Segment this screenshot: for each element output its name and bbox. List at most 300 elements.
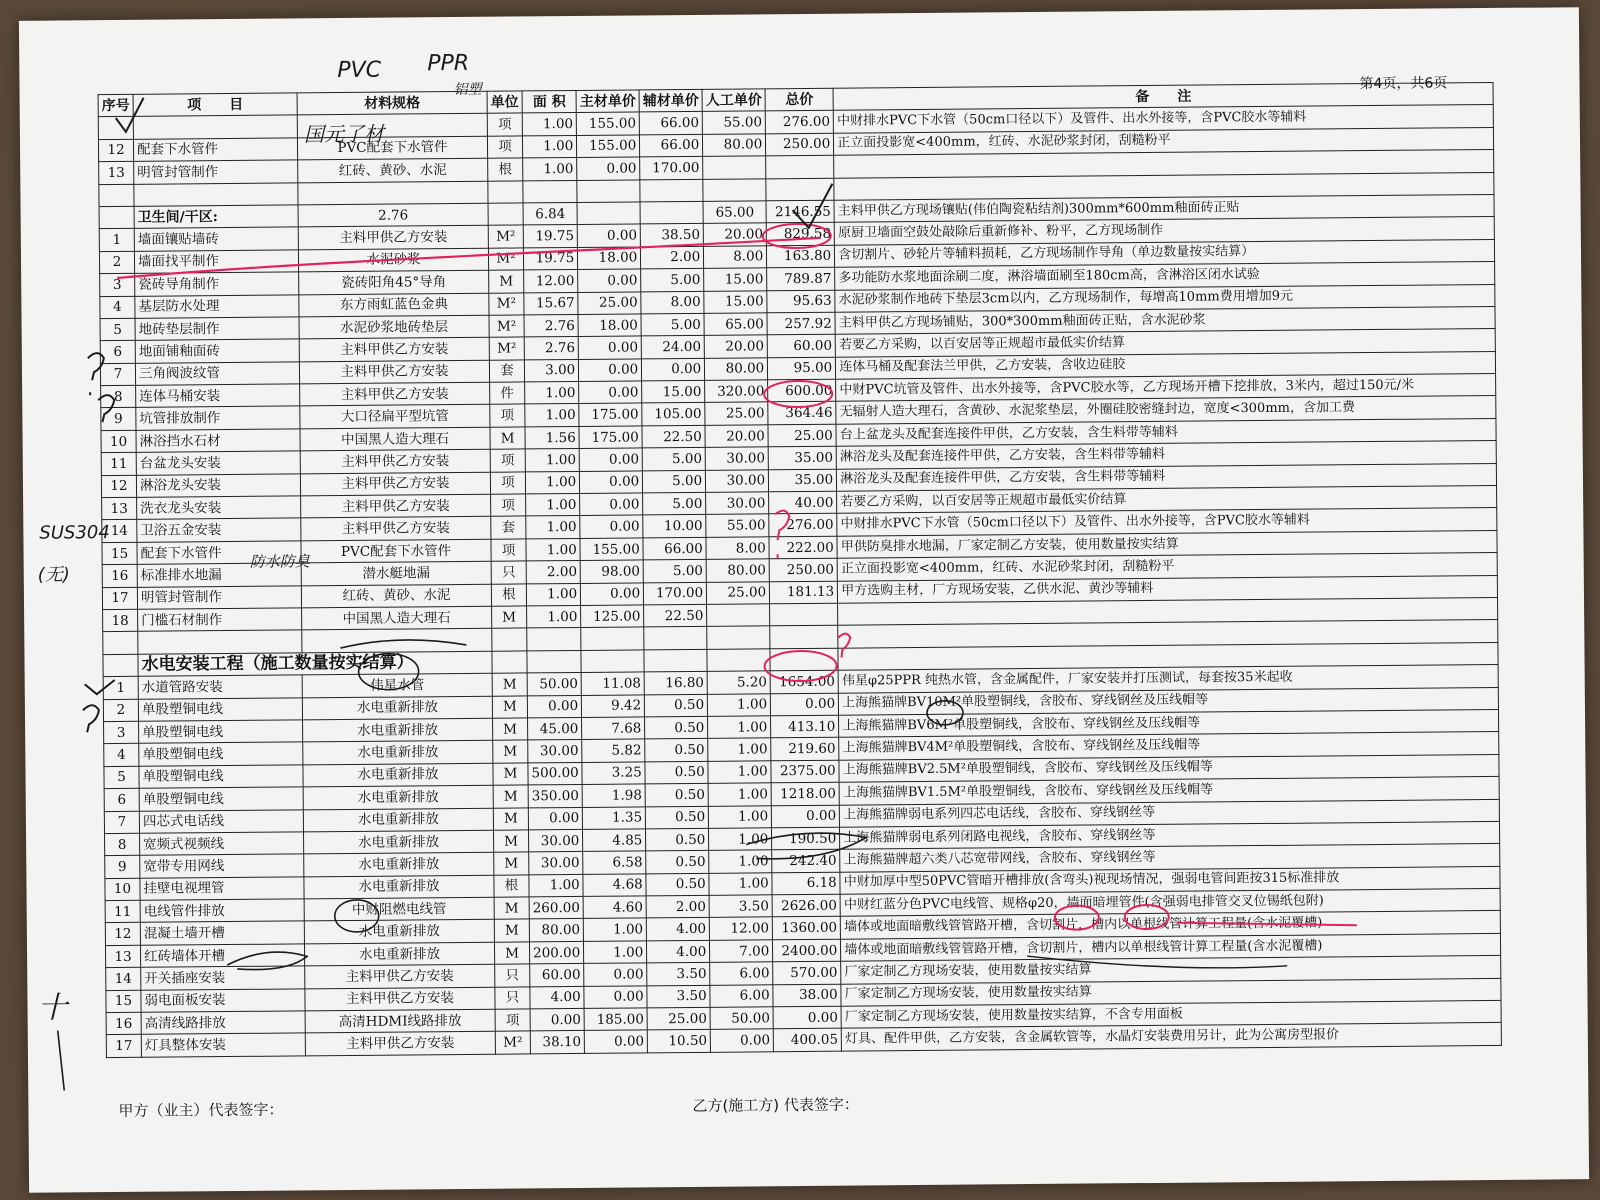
unit: 套 [489,360,524,383]
handwriting-ppr: PPR [427,50,470,77]
material-spec: 水电重新排放 [304,875,494,899]
main-price: 125.00 [581,605,644,628]
item-name: 宽带专用网线 [140,854,304,878]
aux-price: 22.50 [642,425,705,448]
unit: 只 [495,987,530,1010]
quantity: 1.00 [526,516,580,539]
total-price: 829.58 [766,223,834,246]
total-price: 1218.00 [771,782,839,805]
total-price: 364.46 [768,402,836,425]
remark: 厂家定制乙方现场安装，使用数量按实结算，不含专用面板 [841,1000,1501,1028]
material-spec: 水电重新排放 [303,808,493,832]
labor-price: 1.00 [708,716,771,739]
main-price: 175.00 [579,403,642,426]
remark: 上海熊猫牌弱电系列闭路电视线，含胶布、穿线钢丝等 [840,821,1500,849]
total-price: 1654.00 [770,670,838,693]
quantity: 1.56 [525,426,579,449]
remark: 墙体或地面暗敷线管管路开槽，含切割片，槽内以单根线管计算工程量(含水泥覆槽) [841,911,1501,939]
section1-area: 6.84 [523,202,577,225]
item-name: 明管封管制作 [137,585,301,609]
unit: M [494,852,529,875]
aux-price: 4.00 [647,940,710,963]
total-price: 413.10 [771,715,839,738]
black-question-mark [83,705,99,732]
total-price: 6.18 [772,872,840,895]
remark: 原厨卫墙面空鼓处敲除后重新修补、粉平，乙方现场制作 [834,217,1494,245]
aux-price: 0.50 [645,761,708,784]
material-spec: PVC配套下水管件 [301,539,491,563]
remark: 上海熊猫牌超六类八芯宽带网线，含胶布、穿线钢丝等 [840,844,1500,872]
item-name: 台盆龙头安装 [136,451,300,475]
remark: 上海熊猫牌BV10M²单股塑铜线，含胶布、穿线钢丝及压线帽等 [839,687,1499,715]
aux-price: 5.00 [641,268,704,291]
material-spec: 主料甲供乙方安装 [300,382,490,406]
aux-price: 0.50 [645,739,708,762]
total-price: 2375.00 [771,760,839,783]
aux-price: 5.00 [643,470,706,493]
quantity: 19.75 [523,247,577,270]
quantity: 30.00 [528,740,582,763]
material-spec: 水泥砂浆地砖垫层 [299,315,489,339]
main-price: 3.25 [582,762,645,785]
item-name [133,115,297,139]
item-name: 瓷砖导角制作 [135,272,299,296]
unit: M [494,919,529,942]
unit: M [494,897,529,920]
header-aux-price: 辅材单价 [639,89,702,112]
unit: M [492,695,527,718]
labor-price: 1.00 [709,805,772,828]
material-spec: 主料甲供乙方安装 [305,1032,495,1056]
aux-price: 0.00 [642,358,705,381]
material-spec: 潜水艇地漏 [301,561,491,585]
aux-price: 4.00 [647,918,710,941]
unit: 根 [488,158,523,181]
row-no: 18 [103,609,138,632]
remark: 中财排水PVC下水管（50cm口径以下）及管件、出水外接等，含PVC胶水等辅料 [833,105,1493,133]
material-spec: 主料甲供乙方安装 [301,494,491,518]
main-price: 25.00 [578,291,641,314]
item-name: 淋浴龙头安装 [136,474,300,498]
header-main-price: 主材单价 [576,90,639,113]
main-price: 1.98 [582,784,645,807]
remark: 若要乙方采购，以百安居等正规超市最低实价结算 [837,485,1497,513]
item-name: 开关插座安装 [141,966,305,990]
main-price: 0.00 [580,493,643,516]
handwriting-anti-odor: 防水防臭 [249,552,310,571]
header-material: 材料规格 [297,91,487,115]
quantity: 2.00 [526,561,580,584]
quantity: 60.00 [530,964,584,987]
item-name: 混凝土墙开槽 [140,921,304,945]
unit: 只 [495,964,530,987]
aux-price: 66.00 [640,134,703,157]
aux-price: 5.00 [642,448,705,471]
main-price: 0.00 [580,515,643,538]
remark: 多功能防水浆地面涂刷二度，淋浴墙面刷至180cm高，含淋浴区闭水试验 [835,262,1495,290]
remark: 伟星φ25PPR 纯热水管，含金属配件，厂家安装并打压测试，每套按35米起收 [838,665,1498,693]
labor-price: 320.00 [705,380,768,403]
main-price: 155.00 [577,135,640,158]
section1-material: 2.76 [298,203,488,227]
row-no: 12 [101,475,136,498]
total-price [770,603,838,626]
material-spec: 中国黑人造大理石 [300,427,490,451]
quantity: 2.76 [524,314,578,337]
aux-price: 5.00 [643,492,706,515]
material-spec: 瓷砖阳角45°导角 [299,270,489,294]
unit: M [493,807,528,830]
remark: 淋浴龙头及配套连接件甲供，乙方安装，含生料带等辅料 [837,463,1497,491]
remark: 无辐射人造大理石，含黄砂、水泥浆垫层，外圈硅胶密缝封边，宽度<300mm，含加工费 [836,396,1496,424]
row-no: 13 [105,945,140,968]
quantity: 38.10 [530,1031,584,1054]
unit: 项 [490,404,525,427]
aux-price: 170.00 [640,157,703,180]
labor-price: 1.00 [709,872,772,895]
main-price: 0.00 [581,582,644,605]
material-spec: 主料甲供乙方安装 [299,338,489,362]
aux-price: 10.50 [647,1030,710,1053]
party-a-signature-label: 甲方（业主）代表签字： [118,1100,284,1121]
row-no: 4 [104,744,139,767]
remark: 甲方选购主材，厂方现场安装，乙供水泥、黄沙等辅料 [838,575,1498,603]
main-price: 0.00 [579,448,642,471]
total-price: 60.00 [767,335,835,358]
labor-price: 55.00 [702,111,765,134]
material-spec: 水电重新排放 [304,920,494,944]
row-no: 1 [99,229,134,252]
quantity: 260.00 [529,896,583,919]
labor-price: 50.00 [710,1007,773,1030]
header-labor-price: 人工单价 [702,89,765,112]
total-price: 181.13 [770,581,838,604]
page-number: 第4页，共6页 [1359,75,1448,93]
material-spec: 伟星水管 [302,673,492,697]
total-price: 570.00 [773,961,841,984]
row-no: 4 [100,296,135,319]
material-spec: 主料甲供乙方安装 [305,964,495,988]
aux-price: 8.00 [641,291,704,314]
quantity: 12.00 [524,270,578,293]
row-no: 14 [106,968,141,991]
remark: 上海熊猫牌弱电系列四芯电话线，含胶布、穿线钢丝等 [840,799,1500,827]
section1-remark: 主料甲供乙方现场镶贴(伟伯陶瓷粘结剂)300mm*600mm釉面砖正贴 [834,194,1494,222]
aux-price: 0.50 [646,828,709,851]
remark: 中财PVC坑管及管件、出水外接等，含PVC胶水等，乙方现场开槽下挖排放，3米内，超过150元/米 [836,374,1496,402]
unit: 项 [490,449,525,472]
material-spec: 东方雨虹蓝色金典 [299,293,489,317]
quantity: 0.00 [527,695,581,718]
main-price: 4.85 [583,829,646,852]
material-spec: 主料甲供乙方安装 [299,360,489,384]
item-name: 淋浴挡水石材 [136,429,300,453]
remark: 中财加厚中型50PVC管暗开槽排放(含弯头)视现场情况，强弱电管间距按315标准排放 [840,866,1500,894]
handwriting-cross: 十 [37,990,68,1026]
material-spec: 水泥砂浆 [298,248,488,272]
aux-price: 5.00 [641,313,704,336]
aux-price: 66.00 [643,537,706,560]
quantity: 0.00 [530,1008,584,1031]
labor-price: 80.00 [705,357,768,380]
item-name: 弱电面板安装 [141,988,305,1012]
main-price: 1.00 [584,941,647,964]
aux-price: 38.50 [640,224,703,247]
labor-price: 25.00 [707,581,770,604]
row-no: 11 [101,453,136,476]
unit: M² [489,337,524,360]
total-price: 0.00 [771,693,839,716]
section1-total: 2146.55 [766,200,834,223]
material-spec: 主料甲供乙方安装 [305,987,495,1011]
remark: 上海熊猫牌BV4M²单股塑铜线，含胶布、穿线钢丝及压线帽等 [839,732,1499,760]
unit: M² [495,1031,530,1054]
total-price: 276.00 [769,514,837,537]
quantity: 4.00 [530,986,584,1009]
material-spec: 中财阻燃电线管 [304,897,494,921]
unit: M² [489,315,524,338]
total-price: 276.00 [765,111,833,134]
total-price: 95.00 [768,357,836,380]
remark: 中财红蓝分色PVC电线管、规格φ20，墙面暗埋管件(含强弱电排管交叉位锡纸包附) [840,888,1500,916]
item-name: 单股塑铜电线 [138,697,302,721]
aux-price: 66.00 [639,112,702,135]
aux-price: 170.00 [644,582,707,605]
unit: 只 [491,561,526,584]
unit: 根 [491,584,526,607]
header-item: 项 目 [133,93,297,117]
main-price: 98.00 [580,560,643,583]
material-spec: PVC配套下水管件 [297,136,487,160]
quantity: 30.00 [529,852,583,875]
aux-price: 2.00 [641,246,704,269]
quantity: 1.00 [522,113,576,136]
item-name: 地砖垫层制作 [135,317,299,341]
item-name: 红砖墙体开槽 [140,944,304,968]
item-name: 高清线路排放 [141,1011,305,1035]
main-price: 1.35 [583,806,646,829]
total-price: 250.00 [769,558,837,581]
main-price: 0.00 [580,471,643,494]
handwriting-none: (无) [37,564,70,586]
quantity: 200.00 [529,941,583,964]
header-unit: 单位 [487,91,522,114]
labor-price: 12.00 [710,917,773,940]
total-price: 1360.00 [773,917,841,940]
remark: 淋浴龙头及配套连接件甲供，乙方安装，含生料带等辅料 [836,441,1496,469]
total-price: 250.00 [766,133,834,156]
row-no: 17 [106,1035,141,1058]
row-no: 5 [104,766,139,789]
total-price: 222.00 [769,536,837,559]
item-name: 标准排水地漏 [137,563,301,587]
material-spec: 水电重新排放 [304,942,494,966]
aux-price: 5.00 [643,560,706,583]
remark: 正立面投影宽<400mm，红砖、水泥砂浆封闭，刮糙粉平 [837,553,1497,581]
labor-price: 15.00 [704,290,767,313]
labor-price: 1.00 [708,761,771,784]
main-price: 18.00 [578,247,641,270]
party-b-signature-label: 乙方(施工方) 代表签字： [692,1095,859,1115]
aux-price: 3.50 [647,985,710,1008]
aux-price: 0.50 [645,716,708,739]
handwriting-pvc: PVC [337,57,382,84]
remark: 水泥砂浆制作地砖下垫层3cm以内，乙方现场制作，每增高10mm费用增加9元 [835,284,1495,312]
unit: 项 [487,113,522,136]
main-price: 155.00 [580,538,643,561]
row-no: 6 [104,788,139,811]
unit: M [494,942,529,965]
material-spec: 主料甲供乙方安装 [301,517,491,541]
labor-price: 1.00 [709,850,772,873]
labor-price: 6.00 [710,984,773,1007]
total-price: 35.00 [769,469,837,492]
total-price: 219.60 [771,738,839,761]
main-price: 0.00 [585,1030,648,1053]
main-price: 0.00 [578,269,641,292]
row-no: 16 [106,1012,141,1035]
total-price: 0.00 [772,805,840,828]
labor-price: 1.00 [709,828,772,851]
item-name: 明管封管制作 [134,160,298,184]
quantity: 15.67 [524,292,578,315]
aux-price: 105.00 [642,403,705,426]
item-name: 卫浴五金安装 [137,518,301,542]
main-price: 4.68 [583,874,646,897]
unit: 根 [494,875,529,898]
remark: 正立面投影宽<400mm，红砖、水泥砂浆封闭，刮糙粉平 [834,127,1494,155]
remark: 厂家定制乙方现场安装，使用数量按实结算 [841,978,1501,1006]
section1-title: 卫生间/干区: [134,205,298,229]
unit: M [493,763,528,786]
aux-price: 0.50 [645,783,708,806]
main-price: 185.00 [584,1008,647,1031]
row-no: 9 [105,856,140,879]
row-no: 10 [101,430,136,453]
main-price: 0.00 [579,359,642,382]
material-spec: 红砖、黄砂、水泥 [298,158,488,182]
labor-price [707,604,770,627]
quantity: 30.00 [528,829,582,852]
header-total: 总价 [765,88,833,111]
row-no: 2 [103,699,138,722]
quantity: 1.00 [526,583,580,606]
labor-price: 5.20 [707,671,770,694]
quantity: 1.00 [525,471,579,494]
remark: 灯具、配件甲供，乙方安装，含金属软管等，水晶灯安装费用另计，此为公寓房型报价 [841,1023,1501,1051]
material-spec: 水电重新排放 [303,785,493,809]
main-price: 5.82 [582,739,645,762]
material-spec: 红砖、黄砂、水泥 [301,584,491,608]
unit: M² [489,292,524,315]
quantity: 50.00 [527,673,581,696]
main-price: 18.00 [578,314,641,337]
quantity: 1.00 [525,449,579,472]
material-spec: 水电重新排放 [303,763,493,787]
row-no: 3 [104,721,139,744]
labor-price: 20.00 [705,425,768,448]
unit: M² [488,225,523,248]
labor-price: 55.00 [706,514,769,537]
labor-price: 8.00 [704,246,767,269]
item-name: 灯具整体安装 [141,1033,305,1057]
total-price: 25.00 [768,424,836,447]
main-price: 9.42 [582,694,645,717]
item-name: 挂壁电视埋管 [140,877,304,901]
quantity: 1.00 [525,382,579,405]
aux-price: 0.50 [645,694,708,717]
labor-price: 8.00 [706,537,769,560]
row-no: 12 [105,923,140,946]
handwriting-brand-note: 国元了材 [303,121,385,147]
labor-price: 6.00 [710,962,773,985]
aux-price: 10.00 [643,515,706,538]
remark: 墙体或地面暗敷线管管路开槽，含切割片，槽内以单根线管计算工程量(含水泥覆槽) [841,933,1501,961]
unit: 项 [490,472,525,495]
row-no [98,117,133,140]
row-no: 6 [100,341,135,364]
material-spec: 高清HDMI线路排放 [305,1009,495,1033]
row-no: 2 [99,251,134,274]
aux-price: 24.00 [641,336,704,359]
remark: 上海熊猫牌BV6M²单股塑铜线，含胶布、穿线钢丝及压线帽等 [839,709,1499,737]
main-price: 1.00 [584,918,647,941]
total-price: 190.50 [772,827,840,850]
main-price: 0.00 [584,986,647,1009]
item-name: 单股塑铜电线 [139,720,303,744]
item-name: 连体马桶安装 [136,384,300,408]
unit: 项 [491,494,526,517]
labor-price: 1.00 [708,738,771,761]
row-no: 15 [102,542,137,565]
unit: 套 [491,516,526,539]
remark: 台上盆龙头及配套连接件甲供，乙方安装，含生料带等辅料 [836,418,1496,446]
labor-price [703,156,766,179]
row-no: 17 [102,587,137,610]
row-no: 5 [100,318,135,341]
quantity: 1.00 [523,158,577,181]
header-area: 面 积 [522,90,576,113]
unit: 件 [490,382,525,405]
material-spec: 水电重新排放 [304,830,494,854]
item-name: 基层防水处理 [135,294,299,318]
main-price: 6.58 [583,851,646,874]
material-spec: 主料甲供乙方安装 [300,449,490,473]
row-no: 3 [100,273,135,296]
row-no: 7 [104,811,139,834]
unit: M [492,673,527,696]
material-spec: 大口径扁平型坑管 [300,405,490,429]
item-name: 配套下水管件 [137,541,301,565]
total-price: 242.40 [772,849,840,872]
total-price: 600.00 [768,379,836,402]
main-price: 7.68 [582,717,645,740]
unit: M [493,830,528,853]
item-name: 单股塑铜电线 [139,742,303,766]
material-spec: 主料甲供乙方安装 [298,226,488,250]
total-price: 0.00 [773,1006,841,1029]
labor-price: 1.00 [708,693,771,716]
item-name: 墙面找平制作 [134,250,298,274]
remark: 厂家定制乙方现场安装，使用数量按实结算 [841,956,1501,984]
section2-rows [103,665,1502,1058]
labor-price: 30.00 [706,469,769,492]
material-spec: 水电重新排放 [302,696,492,720]
material-spec: 中国黑人造大理石 [302,606,492,630]
labor-price: 80.00 [706,559,769,582]
row-no: 8 [101,385,136,408]
aux-price: 3.50 [647,963,710,986]
